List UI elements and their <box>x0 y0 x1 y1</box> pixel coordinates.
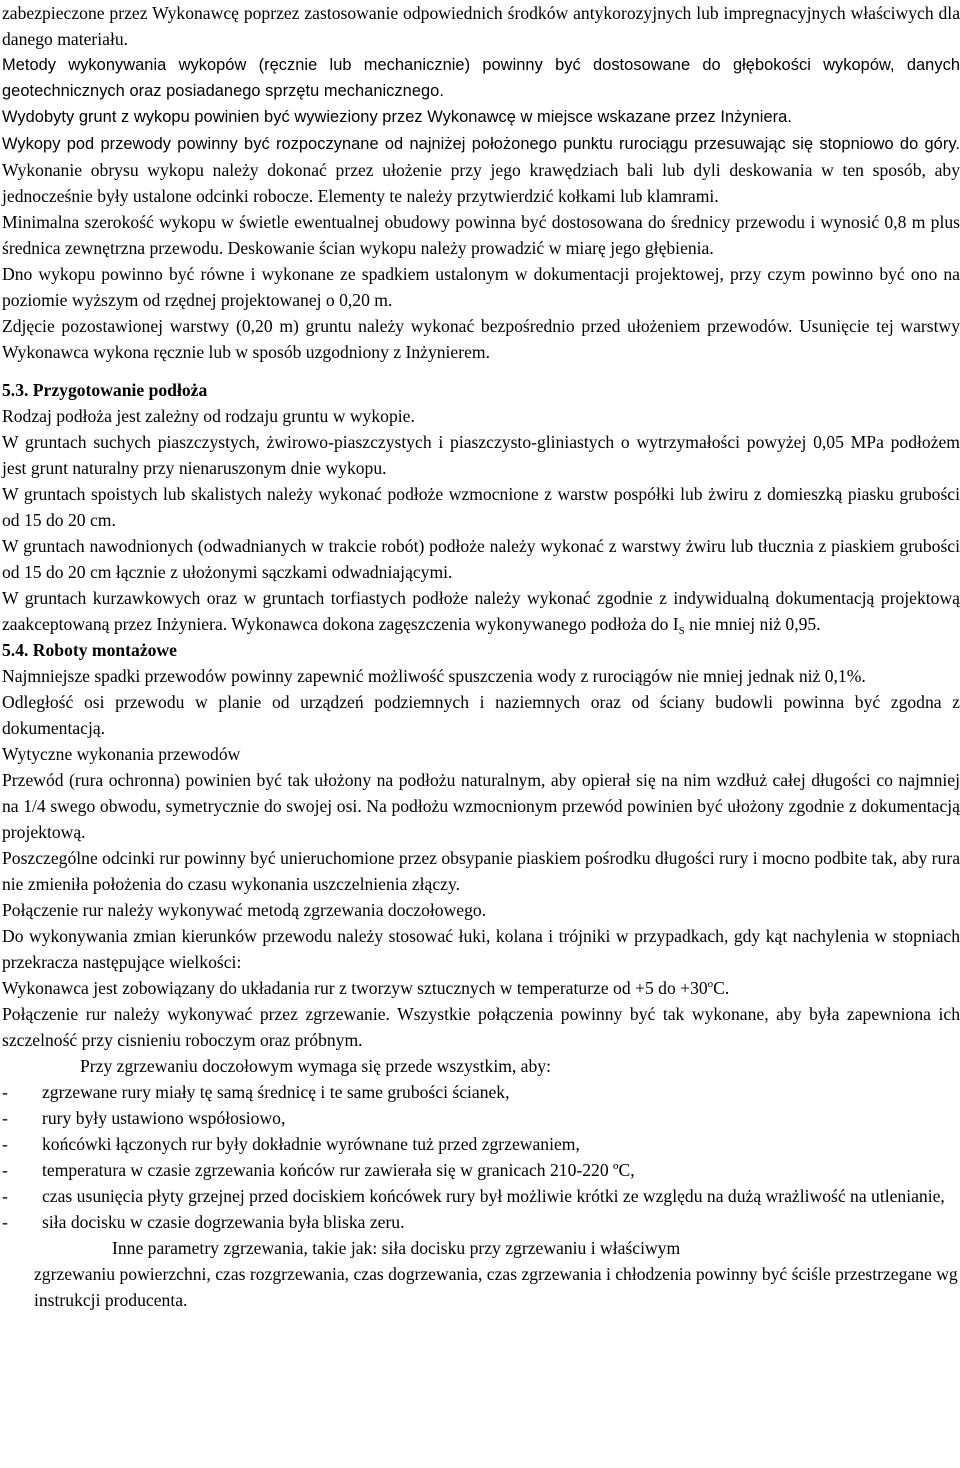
paragraph-watered-soils: W gruntach nawodnionych (odwadnianych w trakcie robót) podłoże należy wykonać z warstwy żwiru lub tłucznia z piaskiem grubości od 15 do 20 cm łącznie z ułożonymi sączkami odwadniającymi. <box>2 536 960 582</box>
paragraph-trench-start-serif: Wykonanie obrysu wykopu należy dokonać przez ułożenie przy jego krawędziach bali lub dyli deskowania w ten sposób, aby jednocześnie były ustalone odcinki robocze. Elementy te należy przytwierdzić kołkami lub klamrami. <box>2 160 960 206</box>
section-5-4-title: Roboty montażowe <box>32 640 177 660</box>
list-item: - rury były ustawiono współosiowo, <box>2 1108 286 1128</box>
paragraph-guidelines-label: Wytyczne wykonania przewodów <box>2 744 241 764</box>
paragraph-cohesive-soils: W gruntach spoistych lub skalistych należy wykonać podłoże wzmocnione z warstw pospółki lub żwiru z domieszką piasku grubości od 15 do 20 cm. <box>2 484 960 530</box>
paragraph-trench-start-sans: Wykopy pod przewody powinny być rozpoczynane od najniżej położonego punktu rurociągu przesuwając się stopniowo do góry. <box>2 135 960 153</box>
list-item: - czas usunięcia płyty grzejnej przed dociskiem końcówek rury był możliwie krótki ze względu na dużą wrażliwość na utlenianie, <box>2 1186 945 1206</box>
paragraph-direction-changes: Do wykonywania zmian kierunków przewodu należy stosować łuki, kolana i trójniki w przypadkach, gdy kąt nachylenia w stopniach przekracza następujące wielkości: <box>2 926 960 972</box>
paragraph-min-width: Minimalna szerokość wykopu w świetle ewentualnej obudowy powinna być dostosowana do średnicy przewodu i wynosić 0,8 m plus średnica zewnętrzna przewodu. Deskowanie ścian wykopu należy prowadzić w miarę jego głębienia. <box>2 212 960 258</box>
list-item: - temperatura w czasie zgrzewania końców rur zawierała się w granicach 210-220 ºC, <box>2 1160 635 1180</box>
section-5-4-heading <box>2 637 960 663</box>
paragraph-pipe-fixing: Poszczególne odcinki rur powinny być unieruchomione przez obsypanie piaskiem pośrodku długości rury i mocno podbite tak, aby rura nie zmieniła położenia do czasu wykonania uszczelnienia złączy. <box>2 848 960 894</box>
section-5-3-number: 5.3. <box>2 380 29 400</box>
list-item: - siła docisku w czasie dogrzewania była bliska zeru. <box>2 1212 405 1232</box>
paragraph-butt-welding: Połączenie rur należy wykonywać metodą zgrzewania doczołowego. <box>2 900 487 920</box>
section-5-3-title: Przygotowanie podłoża <box>32 380 208 400</box>
paragraph-layer-removal: Zdjęcie pozostawionej warstwy (0,20 m) gruntu należy wykonać bezpośrednio przed ułożeniem przewodów. Usunięcie tej warstwy Wykonawca wykona ręcznie lub w sposób uzgodniony z Inżynierem. <box>2 316 960 362</box>
paragraph-corrosion: zabezpieczone przez Wykonawcę poprzez zastosowanie odpowiednich środków antykorozyjnych lub impregnacyjnych właściwych dla danego materiału. <box>2 3 960 49</box>
index-subscript: S <box>678 625 685 637</box>
welding-requirements-list <box>2 1079 960 1235</box>
paragraph-closing-rest: zgrzewaniu powierzchni, czas rozgrzewania, czas dogrzewania, czas zgrzewania i chłodzenia powinny być ściśle przestrzegane wg instrukcji producenta. <box>34 1264 958 1310</box>
paragraph-joints: Połączenie rur należy wykonywać przez zgrzewanie. Wszystkie połączenia powinny być tak wykonane, aby była zapewniona ich szczelność przy cisnieniu roboczym oraz próbnym. <box>2 1004 960 1050</box>
paragraph-trench-start <box>2 130 960 209</box>
paragraph-pipe-laying: Przewód (rura ochronna) powinien być tak ułożony na podłożu naturalnym, aby opierał się na nim wzdłuż całej długości co najmniej na 1/4 swego obwodu, symetrycznie do swojej osi. Na podłożu wzmocnionym przewód powinien być ułożony zgodnie z dokumentacją projektową. <box>2 770 960 842</box>
degree-superscript: o <box>707 978 714 990</box>
paragraph-closing-first: Inne parametry zgrzewania, takie jak: siła docisku przy zgrzewaniu i właściwym <box>112 1238 681 1258</box>
paragraph-temperature-a: Wykonawca jest zobowiązany do układania rur z tworzyw sztucznych w temperaturze od +5 do +30 <box>2 978 708 998</box>
list-item: - zgrzewane rury miały tę samą średnicę i te same grubości ścianek, <box>2 1082 510 1102</box>
paragraph-quicksand-a: W gruntach kurzawkowych oraz w gruntach torfiastych podłoże należy wykonać zgodnie z indywidualną dokumentacją projektową zaakceptowaną przez Inżyniera. Wykonawca dokona zagęszczenia wykonywanego podłoża do I <box>2 588 960 634</box>
list-item: - końcówki łączonych rur były dokładnie wyrównane tuż przed zgrzewaniem, <box>2 1134 580 1154</box>
section-5-3-heading <box>2 377 960 403</box>
paragraph-welding-intro: Przy zgrzewaniu doczołowym wymaga się przede wszystkim, aby: <box>80 1056 551 1076</box>
paragraph-quicksand-soils <box>2 585 960 637</box>
paragraph-axis-distance: Odległość osi przewodu w planie od urządzeń podziemnych i naziemnych oraz od ściany budowli powinna być zgodna z dokumentacją. <box>2 692 960 738</box>
paragraph-temperature <box>2 975 960 1001</box>
section-5-4-number: 5.4. <box>2 640 29 660</box>
paragraph-excavation-methods: Metody wykonywania wykopów (ręcznie lub mechanicznie) powinny być dostosowane do głębokości wykopów, danych geotechnicznych oraz posiadanego sprzętu mechanicznego. <box>2 56 960 100</box>
paragraph-min-slopes: Najmniejsze spadki przewodów powinny zapewnić możliwość spuszczenia wody z rurociągów nie mniej jednak niż 0,1%. <box>2 666 866 686</box>
paragraph-temperature-b: C. <box>713 978 730 998</box>
paragraph-trench-bottom: Dno wykopu powinno być równe i wykonane ze spadkiem ustalonym w dokumentacji projektowej, przy czym powinno być ono na poziomie wyższym od rzędnej projektowanej o 0,20 m. <box>2 264 960 310</box>
paragraph-soil-removal: Wydobyty grunt z wykopu powinien być wywieziony przez Wykonawcę w miejsce wskazane przez Inżyniera. <box>2 108 792 126</box>
paragraph-quicksand-b: nie mniej niż 0,95. <box>684 614 821 634</box>
paragraph-dry-soils: W gruntach suchych piaszczystych, żwirowo-piaszczystych i piaszczysto-gliniastych o wytrzymałości powyżej 0,05 MPa podłożem jest grunt naturalny przy nienaruszonym dnie wykopu. <box>2 432 960 478</box>
paragraph-substrate-type: Rodzaj podłoża jest zależny od rodzaju gruntu w wykopie. <box>2 406 415 426</box>
